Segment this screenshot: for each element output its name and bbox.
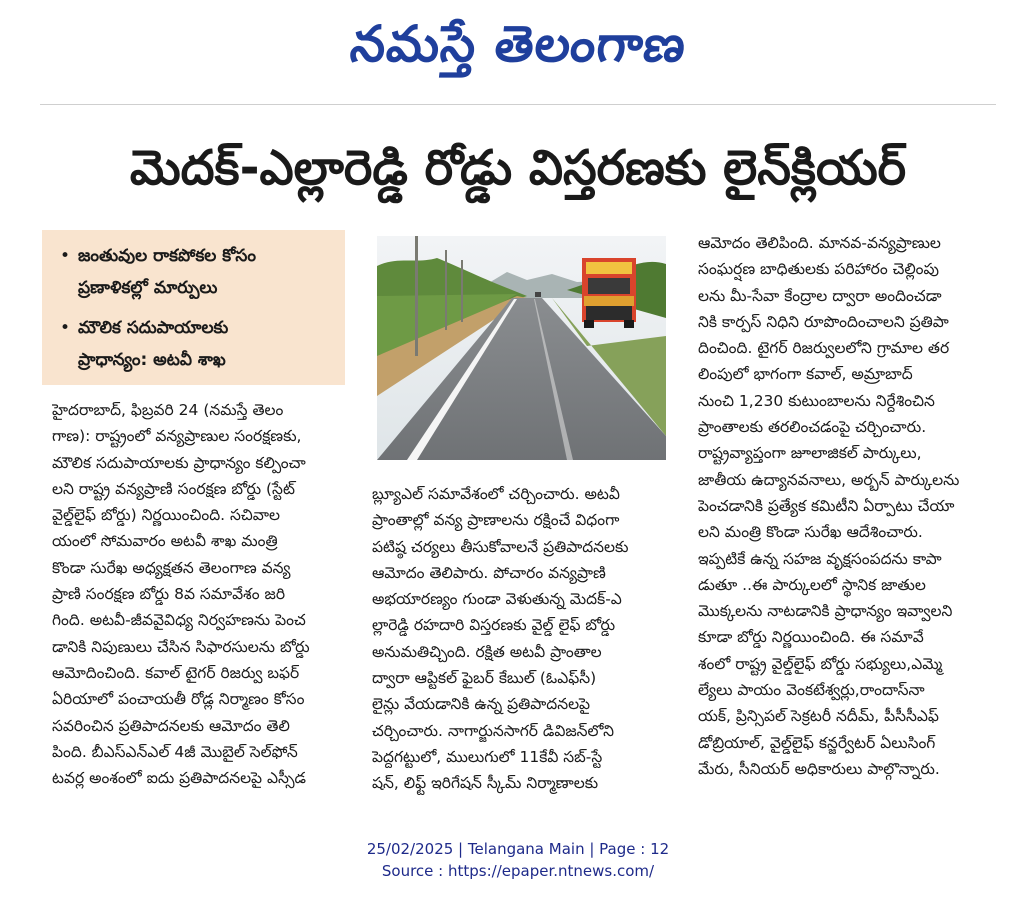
text-line: పెద్దగట్టులో, ములుగులో 11కేవీ సబ్-స్టే (372, 747, 603, 766)
text-line: నికి కార్పస్ నిధిని రూపొందించాలని ప్రతిపా (698, 312, 949, 331)
bullet-icon: • (60, 246, 71, 266)
highlight-item (60, 240, 335, 304)
text-line: లింపులో భాగంగా కవాల్, అమ్రాబాద్ (698, 365, 913, 384)
text-line: లని రాష్ట్ర వన్యప్రాణి సంరక్షణ బోర్డు (స్టేట్ (52, 479, 295, 498)
text-line: లైన్లు వేయడానికి ఉన్న ప్రతిపాదనలపై (372, 695, 591, 714)
text-line: మొక్కలను నాటడానికి ప్రాధాన్యం ఇవ్వాలని (698, 602, 953, 621)
highlight-line: ప్రణాళికల్లో మార్పులు (78, 278, 218, 298)
masthead-divider (40, 104, 996, 105)
text-line: బ్ల్యూఎల్ సమావేశంలో చర్చించారు. అటవీ (372, 485, 620, 503)
text-line: యక్, ప్రిన్సిపల్ సెక్రటరీ నదీమ్, పీసీసీఎఫ్ (698, 707, 939, 726)
text-line: టవర్ల అంశంలో ఐదు ప్రతిపాదనలపై ఎస్సీడ (52, 769, 306, 788)
highlight-line: ప్రాధాన్యం: అటవీ శాఖ (78, 350, 226, 370)
text-line: నుంచి 1,230 కుటుంబాలను నిర్దేశించిన (698, 391, 935, 410)
text-line: ల్యేలు పాయం వెంకటేశ్వర్లు,రాందాస్‌నా (698, 681, 925, 700)
article-column-3 (698, 230, 994, 782)
text-line: అభయారణ్యం గుండా వెళుతున్న మెదక్-ఎ (372, 590, 622, 609)
text-line: సవరించిన ప్రతిపాదనలకు ఆమోదం తెలి (52, 716, 290, 735)
text-line: రాష్ట్రవ్యాప్తంగా జూలాజికల్ పార్కులు, (698, 444, 922, 463)
text-line: అనుమతిచ్చింది. రక్షిత అటవీ ప్రాంతాల (372, 642, 602, 661)
text-line: పటిష్ఠ చర్యలు తీసుకోవాలనే ప్రతిపాదనలకు (372, 537, 629, 556)
text-line: గింది. అటవీ-జీవవైవిధ్య నిర్వహణను పెంచ (52, 611, 306, 630)
text-line: డుతూ ..ఈ పార్కులలో స్థానిక జాతుల (698, 575, 926, 594)
masthead (0, 0, 1036, 100)
text-line: ద్వారా ఆప్టికల్ ఫైబర్ కేబుల్ (ఓఎఫ్‌సీ) (372, 669, 597, 688)
text-line: ప్రాంతాల్లో వన్య ప్రాణాలను రక్షించే విధంగా (372, 511, 620, 530)
text-line: జాతీయ ఉద్యానవనాలు, అర్బన్ పార్కులను (698, 470, 960, 489)
text-line: లని మంత్రి కొండా సురేఖ ఆదేశించారు. (698, 523, 923, 542)
text-line: కూడా బోర్డు నిర్ణయించింది. ఈ సమావే (698, 628, 924, 647)
text-line: ఆమోదం తెలిపింది. మానవ-వన్యప్రాణుల (698, 234, 941, 252)
text-line: మౌలిక సదుపాయాలకు ప్రాధాన్యం కల్పించా (52, 453, 306, 472)
text-line: ఆమోదం తెలిపారు. పోచారం వన్యప్రాణి (372, 563, 606, 582)
highlight-line: జంతువుల రాకపోకల కోసం (78, 246, 256, 266)
footer-edition-info: 25/02/2025 | Telangana Main | Page : 12 (366, 840, 670, 858)
highlights-box (42, 230, 345, 385)
article-column-1 (52, 397, 344, 791)
text-line: ప్రాణి సంరక్షణ బోర్డు 8వ సమావేశం జరి (52, 585, 286, 604)
text-line: చర్చించారు. నాగార్జునసాగర్ డివిజన్‌లోని (372, 721, 614, 740)
text-line: ప్రాంతాలకు తరలించడంపై చర్చించారు. (698, 418, 927, 437)
text-line: మేరు, సీనియర్ అధికారులు పాల్గొన్నారు. (698, 759, 940, 778)
truck (582, 258, 636, 328)
road-truck-photo (377, 236, 666, 460)
highlight-line: మౌలిక సదుపాయాలకు (78, 318, 229, 338)
text-line: పింది. బీఎస్‌ఎన్‌ఎల్ 4జీ మొబైల్ సెల్‌ఫోన్ (52, 742, 298, 761)
text-line: కొండా సురేఖ అధ్యక్షతన తెలంగాణ వన్య (52, 558, 291, 577)
text-line: డానికి నిపుణులు చేసిన సిఫారసులను బోర్డు (52, 637, 310, 656)
text-line: షన్, లిఫ్ట్ ఇరిగేషన్ స్కీమ్ నిర్మాణాలకు (372, 774, 599, 793)
text-line: పెంచడానికి ప్రత్యేక కమిటీని ఏర్పాటు చేయా (698, 496, 955, 515)
masthead-logo: నమస్తే తెలంగాణ (347, 14, 690, 73)
text-line: ఇప్పటికే ఉన్న సహజ వృక్షసంపదను కాపా (698, 549, 942, 568)
text-line: ఏరియాలో పంచాయతీ రోడ్ల నిర్మాణం కోసం (52, 690, 305, 709)
article-headline: మెదక్-ఎల్లారెడ్డి రోడ్డు విస్తరణకు లైన్‌క్లియర్ (129, 140, 907, 196)
footer-source: Source : https://epaper.ntnews.com/ (381, 862, 655, 880)
text-line: డోబ్రియాల్, వైల్డ్‌లైఫ్ కన్జర్వేటర్ ఏలుసింగ్ (698, 733, 936, 752)
text-line: ల్లారెడ్డి రహదారి విస్తరణకు వైల్డ్ లైఫ్ బోర్డు (372, 616, 616, 635)
text-line: హైదరాబాద్, ఫిబ్రవరి 24 (నమస్తే తెలం (52, 401, 284, 419)
text-line: యంలో సోమవారం అటవీ శాఖ మంత్రి (52, 532, 278, 551)
article-column-2 (372, 481, 668, 797)
text-line: ఆమోదించింది. కవాల్ టైగర్ రిజర్వు బఫర్ (52, 663, 300, 682)
page-footer (0, 838, 1036, 882)
text-line: సంఘర్షణ బాధితులకు పరిహారం చెల్లింపు (698, 260, 939, 279)
highlight-item (60, 312, 335, 376)
bullet-icon: • (60, 318, 71, 338)
text-line: దించింది. టైగర్ రిజర్వులలోని గ్రామాల తర (698, 339, 950, 358)
text-line: వైల్డ్‌లైఫ్ బోర్డు) నిర్ణయించింది. సచివాల (52, 506, 281, 525)
text-line: గాణ): రాష్ట్రంలో వన్యప్రాణుల సంరక్షణకు, (52, 427, 302, 446)
text-line: శంలో రాష్ట్ర వైల్డ్‌లైఫ్ బోర్డు సభ్యులు,ఎమ్మె (698, 654, 943, 673)
text-line: లను మీ-సేవా కేంద్రాల ద్వారా అందించడా (698, 286, 942, 305)
